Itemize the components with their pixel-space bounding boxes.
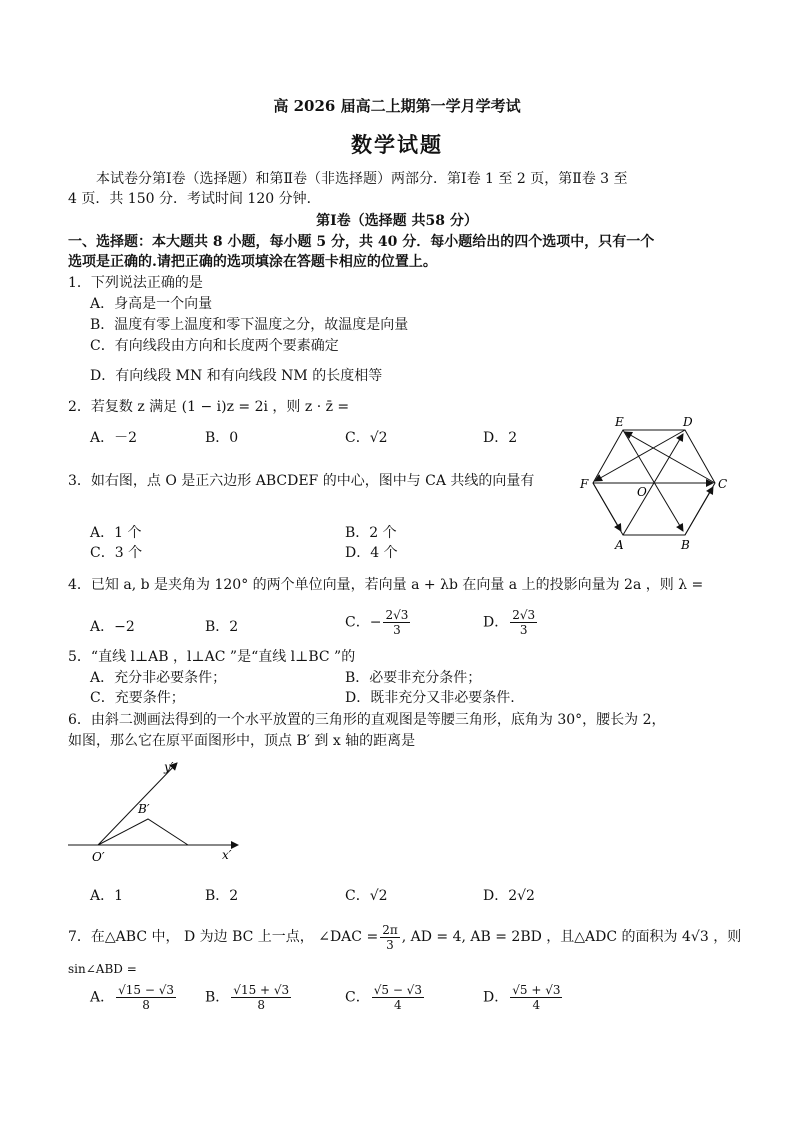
- vector-fa: [593, 483, 621, 531]
- q7-d-denominator: 4: [532, 998, 541, 1012]
- label-x-prime: x′: [222, 848, 232, 862]
- subject-title: 数学试题: [351, 132, 443, 157]
- q7-option-b-fraction: [231, 983, 291, 1012]
- label-f: F: [580, 477, 589, 491]
- q7-option-a: [90, 983, 178, 1012]
- q7-stem-part-b: , AD = 4, AB = 2BD ，且△ADC 的面积为 4√3 ，则: [401, 929, 742, 945]
- label-o-prime: O′: [92, 850, 105, 864]
- q7-b-denominator: 8: [257, 998, 266, 1012]
- triangle-sides: [98, 819, 188, 845]
- vector-bc: [685, 487, 713, 535]
- q1-option-c: C．有向线段由方向和长度两个要素确定: [90, 338, 339, 354]
- q6-option-a: A．1: [90, 888, 124, 904]
- q7-b-numerator: √15 + √3: [233, 983, 290, 997]
- label-e: E: [615, 415, 624, 429]
- q7-stem-part-a: 7．在△ABC 中， D 为边 BC 上一点， ∠DAC =: [68, 929, 379, 945]
- q1-stem: 1．下列说法正确的是: [68, 275, 203, 291]
- q4-option-b: B．2: [205, 619, 239, 635]
- q7-option-a-prefix: A．: [90, 989, 115, 1006]
- q7-option-b: [205, 983, 293, 1012]
- q5-option-b: B．必要非充分条件；: [345, 670, 482, 686]
- q7-option-d-prefix: D．: [483, 989, 509, 1006]
- label-d: D: [683, 415, 693, 429]
- q7-option-b-prefix: B．: [205, 989, 230, 1006]
- q6-stem-2: 如图，那么它在原平面图形中，顶点 B′ 到 x 轴的距离是: [68, 733, 416, 749]
- q3-option-b: B．2 个: [345, 525, 397, 541]
- q4-option-c: [345, 608, 412, 637]
- q5-option-a: A．充分非必要条件；: [90, 670, 227, 686]
- q6-option-d: D．2√2: [483, 888, 535, 904]
- q7-stem-2: sin∠ABD =: [68, 962, 137, 976]
- q2-option-a: A．－2: [90, 430, 138, 446]
- q3-option-c: C．3 个: [90, 545, 143, 561]
- q6-stem-1: 6．由斜二测画法得到的一个水平放置的三角形的直观图是等腰三角形，底角为 30°，腰长为 2，: [68, 712, 666, 728]
- q7-c-denominator: 4: [394, 998, 402, 1012]
- label-a: A: [615, 538, 624, 552]
- q7-stem: [68, 922, 741, 952]
- q7-option-c: [345, 983, 426, 1012]
- q1-option-d: D．有向线段 MN 和有向线段 NM 的长度相等: [90, 368, 383, 384]
- q4-stem: 4．已知 a, b 是夹角为 120° 的两个单位向量，若向量 a + λb 在向量 a 上的投影向量为 2a ，则 λ =: [68, 577, 704, 593]
- q2-option-c: C．√2: [345, 430, 388, 446]
- hexagon-figure: [575, 410, 735, 555]
- label-b-prime: B′: [138, 802, 150, 816]
- section-instructions-2: 选项是正确的.请把正确的选项填涂在答题卡相应的位置上。: [68, 254, 437, 270]
- q4-option-c-prefix: C．−: [345, 614, 382, 631]
- q3-option-d: D．4 个: [345, 545, 398, 561]
- q5-option-d: D．既非充分又非必要条件.: [345, 690, 515, 706]
- q4-option-d-fraction: [510, 608, 537, 637]
- intro-line-1: 本试卷分第Ⅰ卷（选择题）和第Ⅱ卷（非选择题）两部分．第Ⅰ卷 1 至 2 页，第Ⅱ卷 3 至: [96, 171, 628, 187]
- exam-title: 高 2026 届高二上期第一学月学考试: [273, 97, 521, 115]
- label-o: O: [637, 485, 647, 499]
- label-y-prime: y′: [164, 760, 174, 774]
- q7-option-c-prefix: C．: [345, 989, 370, 1006]
- q7-option-c-fraction: [372, 983, 424, 1012]
- oblique-triangle-figure: [60, 755, 260, 865]
- q7-angle-denominator: 3: [386, 937, 394, 952]
- q4-c-denominator: 3: [393, 623, 401, 637]
- q3-stem: 3．如右图，点 O 是正六边形 ABCDEF 的中心，图中与 CA 共线的向量有: [68, 473, 535, 489]
- q4-option-a: A．−2: [90, 619, 135, 635]
- q6-option-b: B．2: [205, 888, 239, 904]
- q7-a-denominator: 8: [142, 998, 150, 1012]
- label-b: B: [681, 538, 690, 552]
- q7-option-d: [483, 983, 564, 1012]
- q4-d-numerator: 2√3: [512, 608, 536, 622]
- q4-option-d-prefix: D．: [483, 614, 509, 631]
- q7-angle-fraction: [380, 923, 400, 952]
- q5-option-c: C．充要条件；: [90, 690, 185, 706]
- intro-line-2: 4 页．共 150 分．考试时间 120 分钟．: [68, 191, 321, 207]
- q7-c-numerator: √5 − √3: [373, 983, 422, 997]
- q2-stem: 2．若复数 z 满足 (1 − i)z = 2i ，则 z · z̄ =: [68, 399, 350, 415]
- q5-stem: 5．“直线 l⊥AB ，l⊥AC ”是“直线 l⊥BC ”的: [68, 649, 356, 665]
- q7-angle-numerator: 2π: [382, 922, 398, 937]
- label-c: C: [718, 477, 728, 491]
- q1-option-b: B．温度有零上温度和零下温度之分，故温度是向量: [90, 317, 409, 333]
- part-title: 第Ⅰ卷（选择题 共58 分）: [316, 213, 478, 229]
- q4-option-c-fraction: [383, 608, 410, 637]
- vector-ad: [623, 434, 683, 535]
- q1-option-a: A．身高是一个向量: [90, 296, 213, 312]
- q7-d-numerator: √5 + √3: [512, 983, 561, 997]
- q7-option-a-fraction: [116, 983, 176, 1012]
- q7-option-d-fraction: [510, 983, 562, 1012]
- section-instructions-1: 一、选择题：本大题共 8 小题，每小题 5 分，共 40 分．每小题给出的四个选项中，只有一个: [68, 234, 655, 250]
- q2-option-b: B．0: [205, 430, 239, 446]
- q2-option-d: D．2: [483, 430, 518, 446]
- q3-option-a: A．1 个: [90, 525, 142, 541]
- q4-d-denominator: 3: [519, 623, 528, 637]
- vector-eb: [623, 430, 683, 531]
- q4-c-numerator: 2√3: [385, 608, 409, 622]
- q6-option-c: C．√2: [345, 888, 388, 904]
- q4-option-d: [483, 608, 539, 637]
- vector-ce: [625, 432, 715, 483]
- q7-a-numerator: √15 − √3: [118, 983, 175, 997]
